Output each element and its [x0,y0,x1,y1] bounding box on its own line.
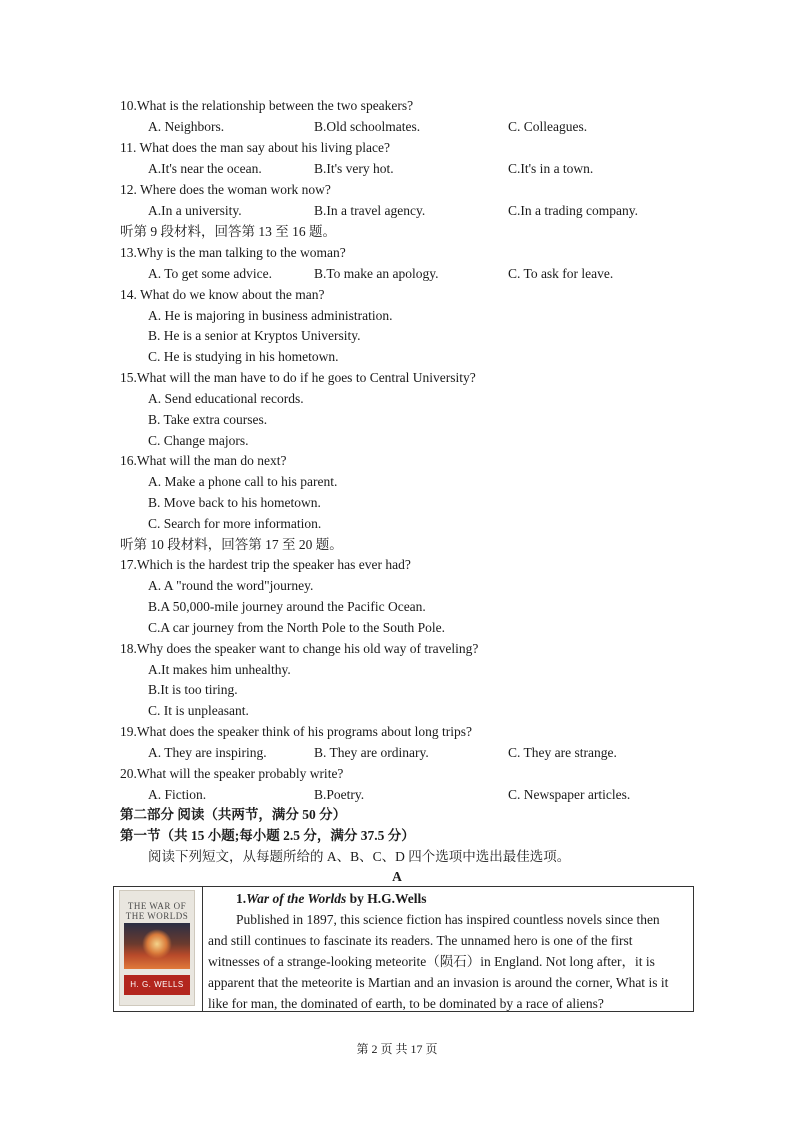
q17-option-c: C.A car journey from the North Pole to the South Pole. [148,620,445,635]
question-19: 19.What does the speaker think of his programs about long trips? [120,724,473,739]
book-title-line [236,888,427,909]
book-cover-title: THE WAR OF THE WORLDS [125,901,189,921]
q17-option-a: A. A "round the word"journey. [148,578,314,593]
question-13: 13.Why is the man talking to the woman? [120,245,346,260]
book-title: War of the Worlds [246,891,347,906]
question-12: 12. Where does the woman work now? [120,182,331,197]
q14-option-c: C. He is studying in his hometown. [148,349,339,364]
q18-option-a: A.It makes him unhealthy. [148,662,291,677]
q13-option-c: C. To ask for leave. [508,266,614,281]
book-desc-line-3: witnesses of a strange-looking meteorite（陨石）in England. Not long after，it is [208,954,655,969]
q17-option-b: B.A 50,000-mile journey around the Pacific Ocean. [148,599,426,614]
q18-option-b: B.It is too tiring. [148,682,238,697]
table-divider [202,887,203,1011]
question-18: 18.Why does the speaker want to change his old way of traveling? [120,641,479,656]
q19-option-b: B. They are ordinary. [314,745,429,760]
book-cover-author-band [124,975,190,995]
q14-option-a: A. He is majoring in business administration. [148,308,393,323]
question-17: 17.Which is the hardest trip the speaker has ever had? [120,557,411,572]
question-20: 20.What will the speaker probably write? [120,766,344,781]
page-footer: 第 2 页 共 17 页 [356,1042,438,1056]
book-cover-author: H. G. WELLS [130,980,184,989]
book-cover-glow [142,929,172,959]
q11-option-b: B.It's very hot. [314,161,394,176]
section-instruction-10: 听第 10 段材料，回答第 17 至 20 题。 [120,537,343,552]
q11-option-c: C.It's in a town. [508,161,594,176]
passage-letter: A [392,869,402,884]
q12-option-b: B.In a travel agency. [314,203,426,218]
q20-option-c: C. Newspaper articles. [508,787,631,802]
q19-option-c: C. They are strange. [508,745,617,760]
book-desc-line-1: Published in 1897, this science fiction has inspired countless novels since then [236,912,660,927]
q12-option-c: C.In a trading company. [508,203,638,218]
q20-option-b: B.Poetry. [314,787,365,802]
question-11: 11. What does the man say about his living place? [120,140,390,155]
q16-option-c: C. Search for more information. [148,516,322,531]
book-number: 1. [236,891,247,906]
book-author: by H.G.Wells [346,891,427,906]
q13-option-b: B.To make an apology. [314,266,439,281]
q10-option-c: C. Colleagues. [508,119,588,134]
q19-option-a: A. They are inspiring. [148,745,267,760]
q11-option-a: A.It's near the ocean. [148,161,262,176]
q16-option-a: A. Make a phone call to his parent. [148,474,338,489]
question-14: 14. What do we know about the man? [120,287,325,302]
question-15: 15.What will the man have to do if he goes to Central University? [120,370,476,385]
book-desc-line-5: like for man, the dominated of earth, to be dominated by a race of aliens? [208,996,604,1011]
part2-subheading: 第一节（共 15 小题;每小题 2.5 分，满分 37.5 分） [120,828,415,843]
q13-option-a: A. To get some advice. [148,266,273,281]
question-10: 10.What is the relationship between the two speakers? [120,98,414,113]
q20-option-a: A. Fiction. [148,787,207,802]
book-desc-line-4: apparent that the meteorite is Martian and an invasion is around the corner, What is it [208,975,669,990]
q14-option-b: B. He is a senior at Kryptos University. [148,328,361,343]
q15-option-a: A. Send educational records. [148,391,304,406]
book-cover-image [119,890,195,1006]
q16-option-b: B. Move back to his hometown. [148,495,321,510]
q18-option-c: C. It is unpleasant. [148,703,249,718]
q12-option-a: A.In a university. [148,203,242,218]
question-16: 16.What will the man do next? [120,453,287,468]
part2-heading: 第二部分 阅读（共两节，满分 50 分） [120,807,347,822]
q10-option-b: B.Old schoolmates. [314,119,421,134]
section-instruction-9: 听第 9 段材料，回答第 13 至 16 题。 [120,224,336,239]
book-desc-line-2: and still continues to fascinate its readers. The unnamed hero is one of the first [208,933,633,948]
q15-option-b: B. Take extra courses. [148,412,268,427]
q10-option-a: A. Neighbors. [148,119,225,134]
part2-instruction: 阅读下列短文，从每题所给的 A、B、C、D 四个选项中选出最佳选项。 [148,849,571,864]
q15-option-c: C. Change majors. [148,433,249,448]
book-cover-art [124,923,190,969]
